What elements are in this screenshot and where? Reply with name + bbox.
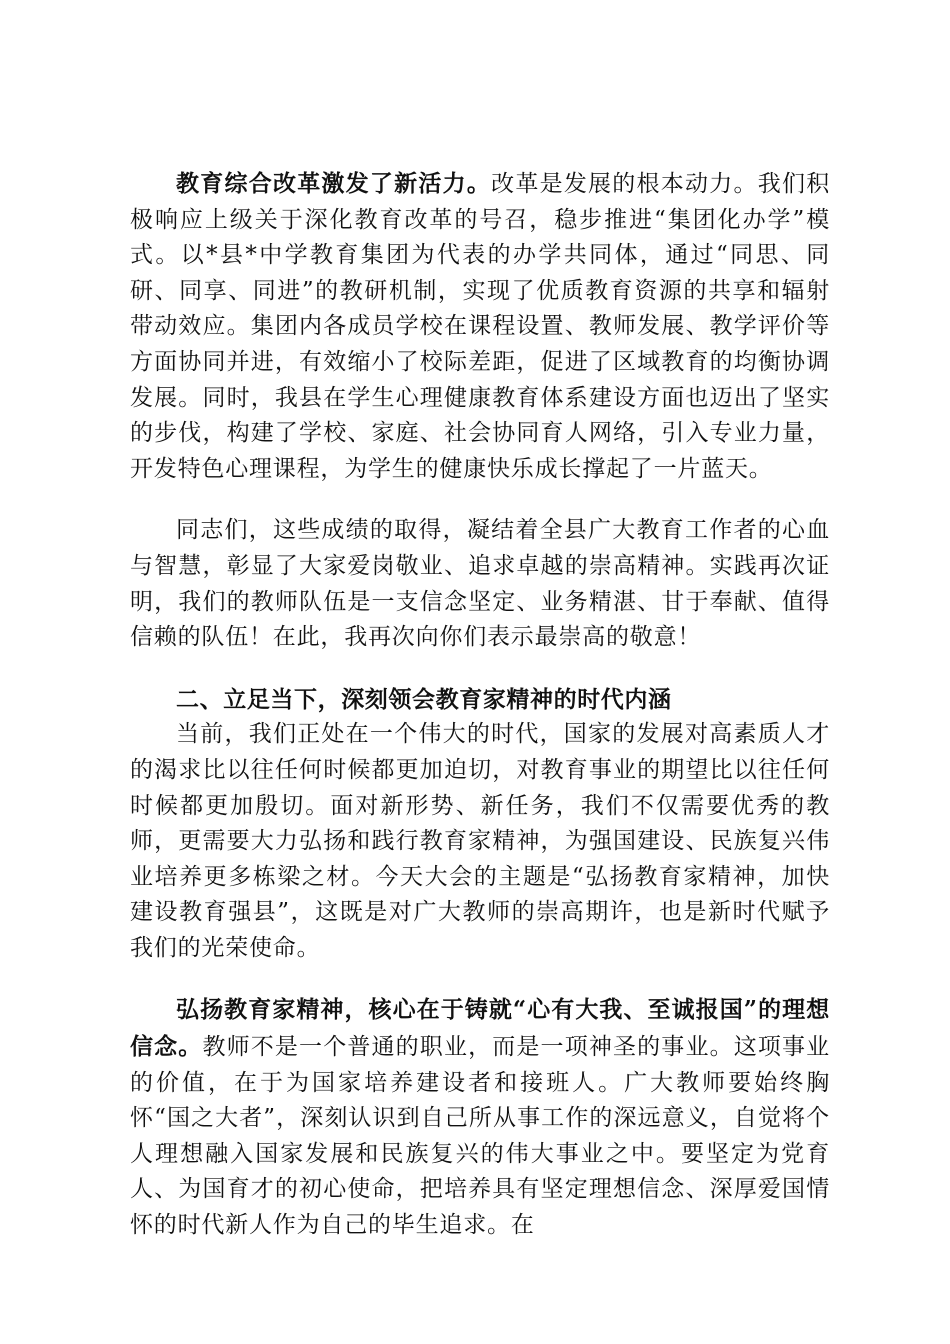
document-body (130, 166, 830, 1244)
paragraph-text: 同志们，这些成绩的取得，凝结着全县广大教育工作者的心血与智慧，彰显了大家爱岗敬业、追求卓越的崇高精神。实践再次证明，我们的教师队伍是一支信念坚定、业务精湛、甘于奉献、值得信赖的队伍！在此，我再次向你们表示最崇高的敬意！ (130, 517, 830, 651)
paragraph-current-era (130, 717, 830, 966)
paragraph-lead: 弘扬教育家精神，核心在于铸就“心有大我、至诚报国”的理想信念。 (130, 996, 830, 1061)
paragraph-ideals (130, 992, 830, 1243)
paragraph-education-reform (130, 166, 830, 487)
paragraph-text: 改革是发展的根本动力。我们积极响应上级关于深化教育改革的号召，稳步推进“集团化办学”模式。以*县*中学教育集团为代表的办学共同体，通过“同思、同研、同享、同进”的教研机制，实现了优质教育资源的共享和辐射带动效应。集团内各成员学校在课程设置、教师发展、教学评价等方面协同并进，有效缩小了校际差距，促进了区域教育的均衡协调发展。同时，我县在学生心理健康教育体系建设方面也迈出了坚实的步伐，构建了学校、家庭、社会协同育人网络，引入专业力量，开发特色心理课程，为学生的健康快乐成长撑起了一片蓝天。 (130, 171, 831, 482)
paragraph-comrades (130, 513, 830, 655)
paragraph-lead: 教育综合改革激发了新活力。 (176, 170, 492, 197)
section-heading: 二、立足当下，深刻领会教育家精神的时代内涵 (176, 685, 672, 713)
paragraph-text: 教师不是一个普通的职业，而是一项神圣的事业。这项事业的价值，在于为国家培养建设者和接班人。广大教师要始终胸怀“国之大者”，深刻认识到自己所从事工作的深远意义，自觉将个人理想融入国家发展和民族复兴的伟大事业之中。要坚定为党育人、为国育才的初心使命，把培养具有坚定理想信念、深厚爱国情怀的时代新人作为自己的毕生追求。在 (130, 1034, 830, 1239)
paragraph-text: 当前，我们正处在一个伟大的时代，国家的发展对高素质人才的渴求比以往任何时候都更加迫切，对教育事业的期望比以往任何时候都更加殷切。面对新形势、新任务，我们不仅需要优秀的教师，更需要大力弘扬和践行教育家精神，为强国建设、民族复兴伟业培养更多栋梁之材。今天大会的主题是“弘扬教育家精神，加快建设教育强县”，这既是对广大教师的崇高期许，也是新时代赋予我们的光荣使命。 (130, 721, 830, 961)
